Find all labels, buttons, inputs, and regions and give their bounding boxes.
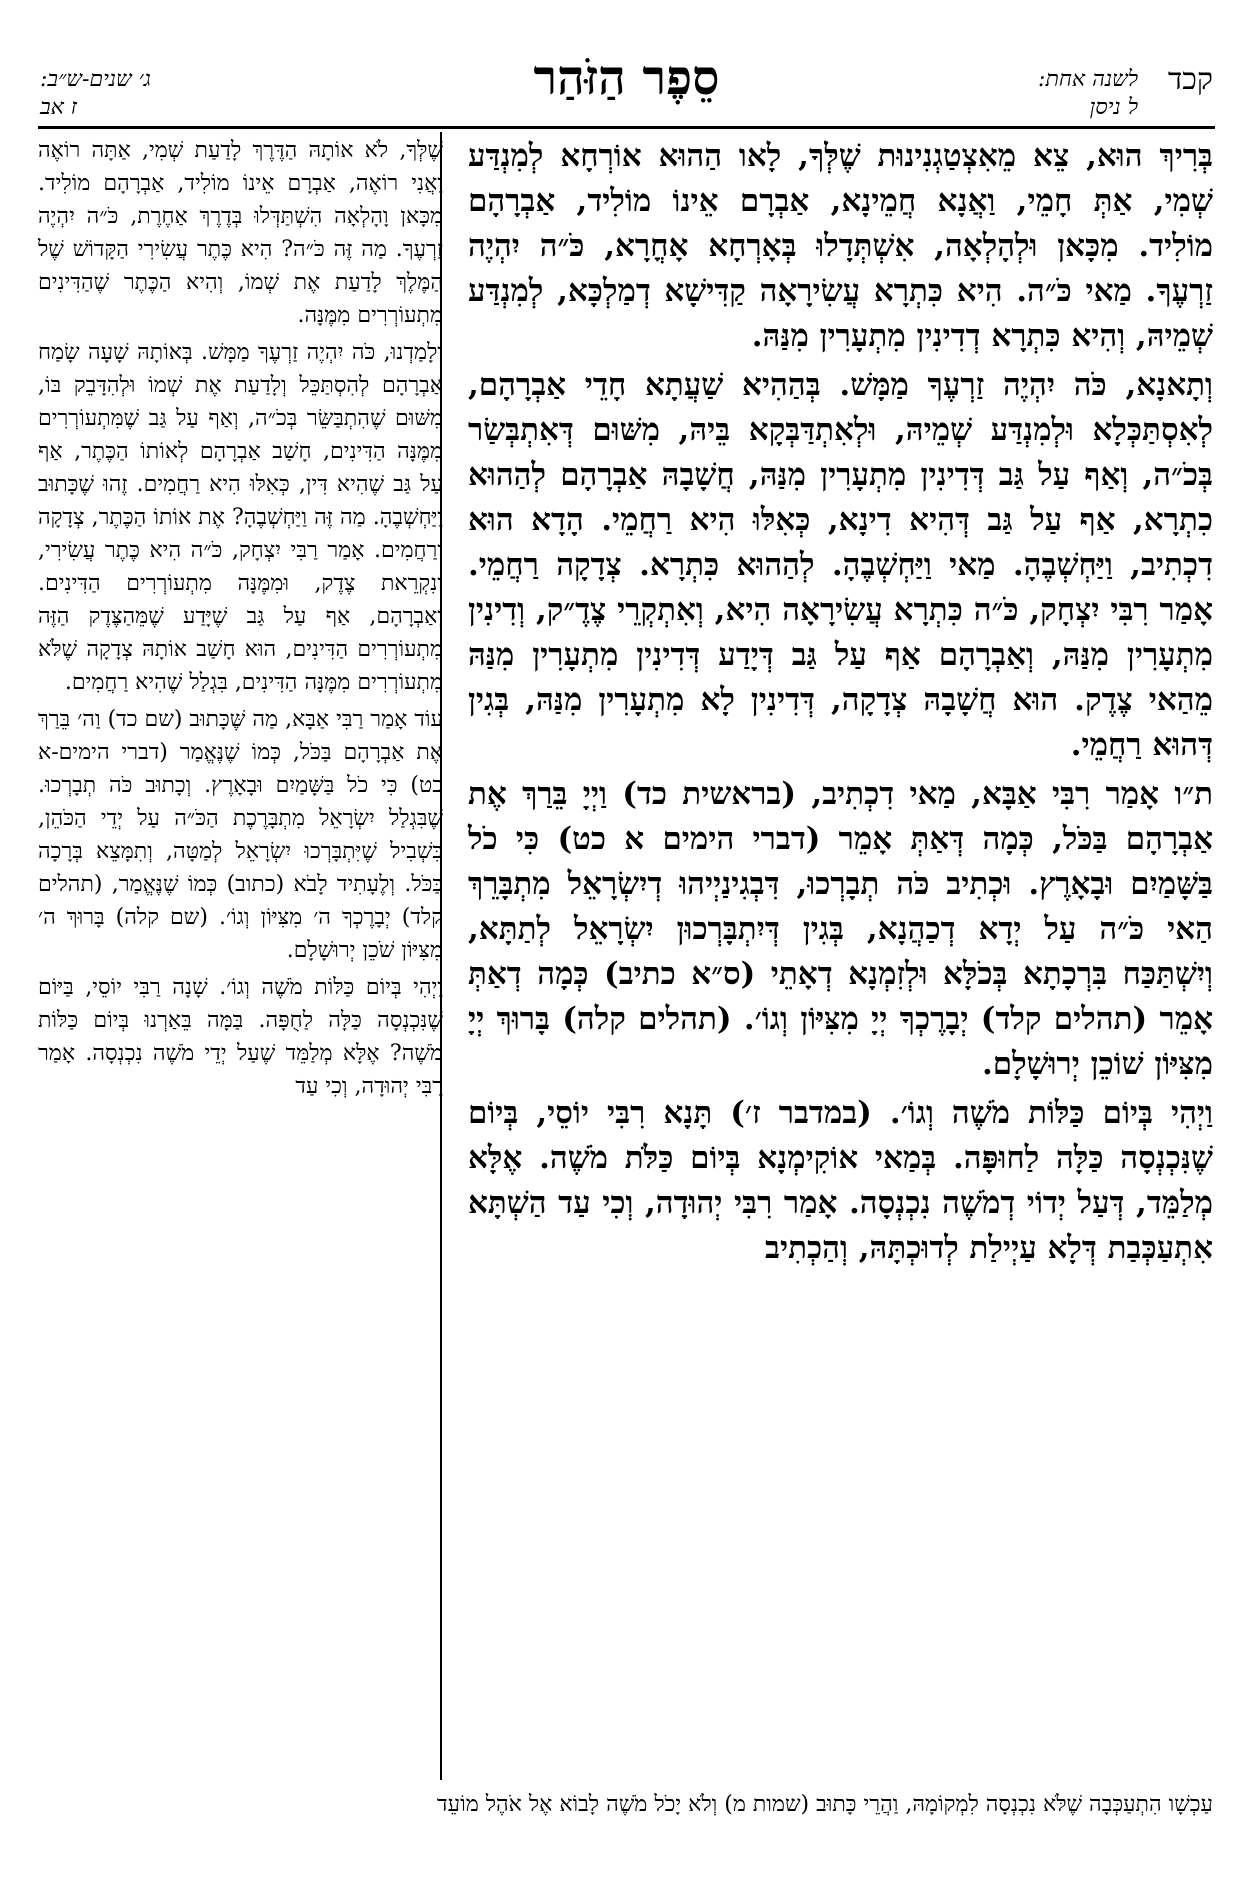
- commentary-paragraph: וְלָמַדְנוּ, כֹּה יִהְיֶה זַרְעֶךָ מַמָּשׁ. בְּאוֹתָהּ שָׁעָה שָׂמַח אַבְרָהָם לְהִסְתַּכֵּל וְלָדַעַת אֶת שְׁמוֹ וּלְהִדָּבֵק בּוֹ, מִשּׁוּם שֶׁהִתְבַּשֵּׂר בְּכֹ״ה, וְאַף עַל גַּב שֶׁמִּתְעוֹרְרִים מִמֶּנָּה הַדִּינִים, חָשַׁב אַבְרָהָם לְאוֹתוֹ הַכֶּתֶר, אַף עַל גַּב שֶׁהִיא דִּין, כְּאִלּוּ הִיא רַחֲמִים. זֶהוּ שֶׁכָּתוּב וַיַּחְשְׁבֶהָ. מַה זֶּה וַיַּחְשְׁבֶהָ? אֶת אוֹתוֹ הַכֶּתֶר, צְדָקָה וְרַחֲמִים. אָמַר רַבִּי יִצְחָק, כֹּ״ה הִיא כֶּתֶר עֲשִׂירִי, וְנִקְרֵאת צֶדֶק, וּמִמֶּנָּה מִתְעוֹרְרִים הַדִּינִים. וְאַבְרָהָם, אַף עַל גַּב שֶׁיָּדַע שֶׁמֵּהַצֶּדֶק הַזֶּה מִתְעוֹרְרִים הַדִּינִים, הוּא חָשַׁב אוֹתָהּ צְדָקָה שֶׁלֹּא מִתְעוֹרְרִים מִמֶּנָּה הַדִּינִים, בִּגְלַל שֶׁהִיא רַחֲמִים.: [38, 340, 443, 695]
- header-left: [40, 62, 300, 124]
- main-paragraph: וְתָאנָא, כֹּה יִהְיֶה זַרְעֶךָ מַמָּשׁ. בְּהַהִיא שַׁעֲתָא חָדֵי אַבְרָהָם, לְאִסְתַּכְּלָא וּלְמִנְדַּע שְׁמֵיהּ, וּלְאִתְדַּבְּקָא בֵּיהּ, מִשּׁוּם דְּאִתְבְּשַׂר בְּכֹ״ה, וְאַף עַל גַּב דְּדִינִין מִתְעָרִין מִנַּהּ, חֲשָׁבָהּ אַבְרָהָם לְהַהוּא כִתְרָא, אַף עַל גַּב דְּהִיא דִינָא, כְּאִלּוּ הִיא רַחֲמֵי. הָדָא הוּא דִכְתִיב, וַיַּחְשְׁבֶהָ. מַאי וַיַּחְשְׁבֶהָ. לְהַהוּא כִּתְרָא. צְדָקָה רַחֲמֵי. אָמַר רִבִּי יִצְחָק, כֹּ״ה כִּתְרָא עֲשִׂירָאָה הִיא, וְאִתְקְרֵי צֶדֶ״ק, וְדִינִין מִתְעָרִין מִנַּהּ, וְאַבְרָהָם אַף עַל גַּב דְּיָדַע דְּדִינִין מִתְעָרִין מִנַּהּ מֵהַאי צֶדֶק. הוּא חֲשָׁבָהּ צְדָקָה, דְּדִינִין לָא מִתְעָרִין מִנַּהּ, בְּגִין דְּהוּא רַחֲמֵי.: [468, 367, 1213, 763]
- header-rule: [38, 126, 1215, 129]
- schedule-date: ז אב: [40, 95, 77, 120]
- page-number: קכד: [1167, 62, 1213, 97]
- commentary-last-line: עַכְשָׁו הִתְעַכְּבָה שֶׁלֹּא נִכְנְסָה לִמְקוֹמָהּ, וַהֲרֵי כָּתוּב (שמות מ) וְלֹא יָכֹל מֹשֶׁה לָבוֹא אֶל אֹהֶל מוֹעֵד: [437, 1792, 1213, 1817]
- date-label: ל ניסן: [1089, 95, 1138, 120]
- year-label: לשנה אחת:: [1038, 67, 1138, 92]
- main-paragraph: בְּרִיךְ הוּא, צֵא מֵאִצְטַגְנִינוּת שֶׁלְּךָ, לָאו הַהוּא אוֹרְחָא לְמִנְדַּע שְׁמִי, אַתְּ חָמֵי, וַאֲנָא חֲמֵינָא, אַבְרָם אֵינוֹ מוֹלִיד, אַבְרָהָם מוֹלִיד. מִכָּאן וּלְהָלְאָה, אִשְׁתְּדָלוּ בְּאָרְחָא אָחֳרָא, כֹּ״ה יִהְיֶה זַרְעֶךָ. מַאי כֹּ״ה. הִיא כִּתְרָא עֲשִׂירָאָה קַדִּישָׁא דְמַלְכָּא, לְמִנְדַּע שְׁמֵיהּ, וְהִיא כִּתְרָא דְדִינִין מִתְעָרִין מִנַּהּ.: [468, 138, 1213, 354]
- main-paragraph: ת״ו אָמַר רִבִּי אַבָּא, מַאי דִכְתִיב, (בראשית כד) וַיְיָ בֵּרַךְ אֶת אַבְרָהָם בַּכֹּל, כְּמָה דְּאַתְּ אָמֵר (דברי הימים א כט) כִּי כֹל בַּשָּׁמַיִם וּבָאָרֶץ. וּכְתִיב כֹּה תְבָרְכוּ, דִּבְגִינַיְיהוּ דְיִשְׂרָאֵל מִתְבָּרֵךְ הַאי כֹּ״ה עַל יְדָא דְכַהֲנָא, בְּגִין דְּיִתְבָּרְכוּן יִשְׂרָאֵל לְתַתָּא, וְיִשְׁתַּכַּח בִּרְכָתָא בְּכֹלָּא וּלְזִמְנָא דְאָתֵי (ס״א כתיב) כְּמָה דְאַתְּ אָמֵר (תהלים קלד) יְבָרֶכְךָ יְיָ מִצִּיּוֹן וְגוֹ׳. (תהלים קלה) בָּרוּךְ יְיָ מִצִּיּוֹן שׁוֹכֵן יְרוּשָׁלָם.: [468, 776, 1213, 1082]
- commentary-column: [38, 134, 443, 1774]
- commentary-paragraph: שֶׁלְּךָ, לֹא אוֹתָהּ הַדֶּרֶךְ לָדַעַת שְׁמִי, אַתָּה רוֹאֶה וַאֲנִי רוֹאֶה, אַבְרָם אֵינוֹ מוֹלִיד, אַבְרָהָם מוֹלִיד. מִכָּאן וָהָלְאָה הִשְׁתַּדְּלוּ בְּדֶרֶךְ אַחֶרֶת, כֹּ״ה יִהְיֶה זַרְעֶךָ. מַה זֶּה כֹּ״ה? הִיא כֶּתֶר עֲשִׂירִי הַקָּדוֹשׁ שֶׁל הַמֶּלֶךְ לָדַעַת אֶת שְׁמוֹ, וְהִיא הַכֶּתֶר שֶׁהַדִּינִים מִתְעוֹרְרִים מִמֶּנָּה.: [38, 138, 443, 328]
- main-paragraph: וַיְהִי בְּיוֹם כַּלּוֹת מֹשֶׁה וְגוֹ׳. (במדבר ז׳) תָּנָא רִבִּי יוֹסֵי, בְּיוֹם שֶׁנִּכְנְסָה כַּלָּה לַחוּפָּה. בְּמַאי אוֹקִימְנָא בְּיוֹם כַּלֹּת מֹשֶׁה. אֶלָּא מְלַמֵּד, דְּעַל יְדוֹי דְמֹשֶׁה נִכְנְסָה. אָמַר רִבִּי יְהוּדָה, וְכִי עַד הַשְׁתָּא אִתְעַכְּבַת דְּלָא עַיְילַת לְדוּכְתָּהּ, וְהַכְתִיב: [468, 1095, 1213, 1266]
- commentary-paragraph: וַיְהִי בְּיוֹם כַּלּוֹת מֹשֶׁה וְגוֹ׳. שָׁנָה רַבִּי יוֹסֵי, בַּיּוֹם שֶׁנִּכְנְסָה כַּלָּה לַחֻפָּה. בַּמָּה בֵּאַרְנוּ בְּיוֹם כַּלּוֹת מֹשֶׁה? אֶלָּא מְלַמֵּד שֶׁעַל יְדֵי מֹשֶׁה נִכְנְסָה. אָמַר רַבִּי יְהוּדָה, וְכִי עַד: [38, 975, 443, 1099]
- schedule-label: ג׳ שנים-ש״ב:: [40, 67, 151, 92]
- main-text-column: [468, 134, 1213, 1774]
- page-title: סֵפֶר הַזֹּהַר: [533, 50, 720, 106]
- commentary-paragraph: עוֹד אָמַר רַבִּי אַבָּא, מַה שֶּׁכָּתוּב (שם כד) וַה׳ בֵּרַךְ אֶת אַבְרָהָם בַּכֹּל, כְּמוֹ שֶׁנֶּאֱמַר (דברי הימים-א כט) כִּי כֹל בַּשָּׁמַיִם וּבָאָרֶץ. וְכָתוּב כֹּה תְבָרְכוּ. שֶׁבִּגְלַל יִשְׂרָאֵל מִתְבָּרֶכֶת הַכֹּ״ה עַל יְדֵי הַכֹּהֵן, בִּשְׁבִיל שֶׁיִּתְבָּרְכוּ יִשְׂרָאֵל לְמַטָּה, וְתִמָּצֵא בְּרָכָה בַּכֹּל. וְלֶעָתִיד לָבֹא (כתוב) כְּמוֹ שֶׁנֶּאֱמַר, (תהלים קלד) יְבָרֶכְךָ ה׳ מִצִּיּוֹן וְגוֹ׳. (שם קלה) בָּרוּךְ ה׳ מִצִּיּוֹן שֹׁכֵן יְרוּשָׁלָם.: [38, 707, 443, 963]
